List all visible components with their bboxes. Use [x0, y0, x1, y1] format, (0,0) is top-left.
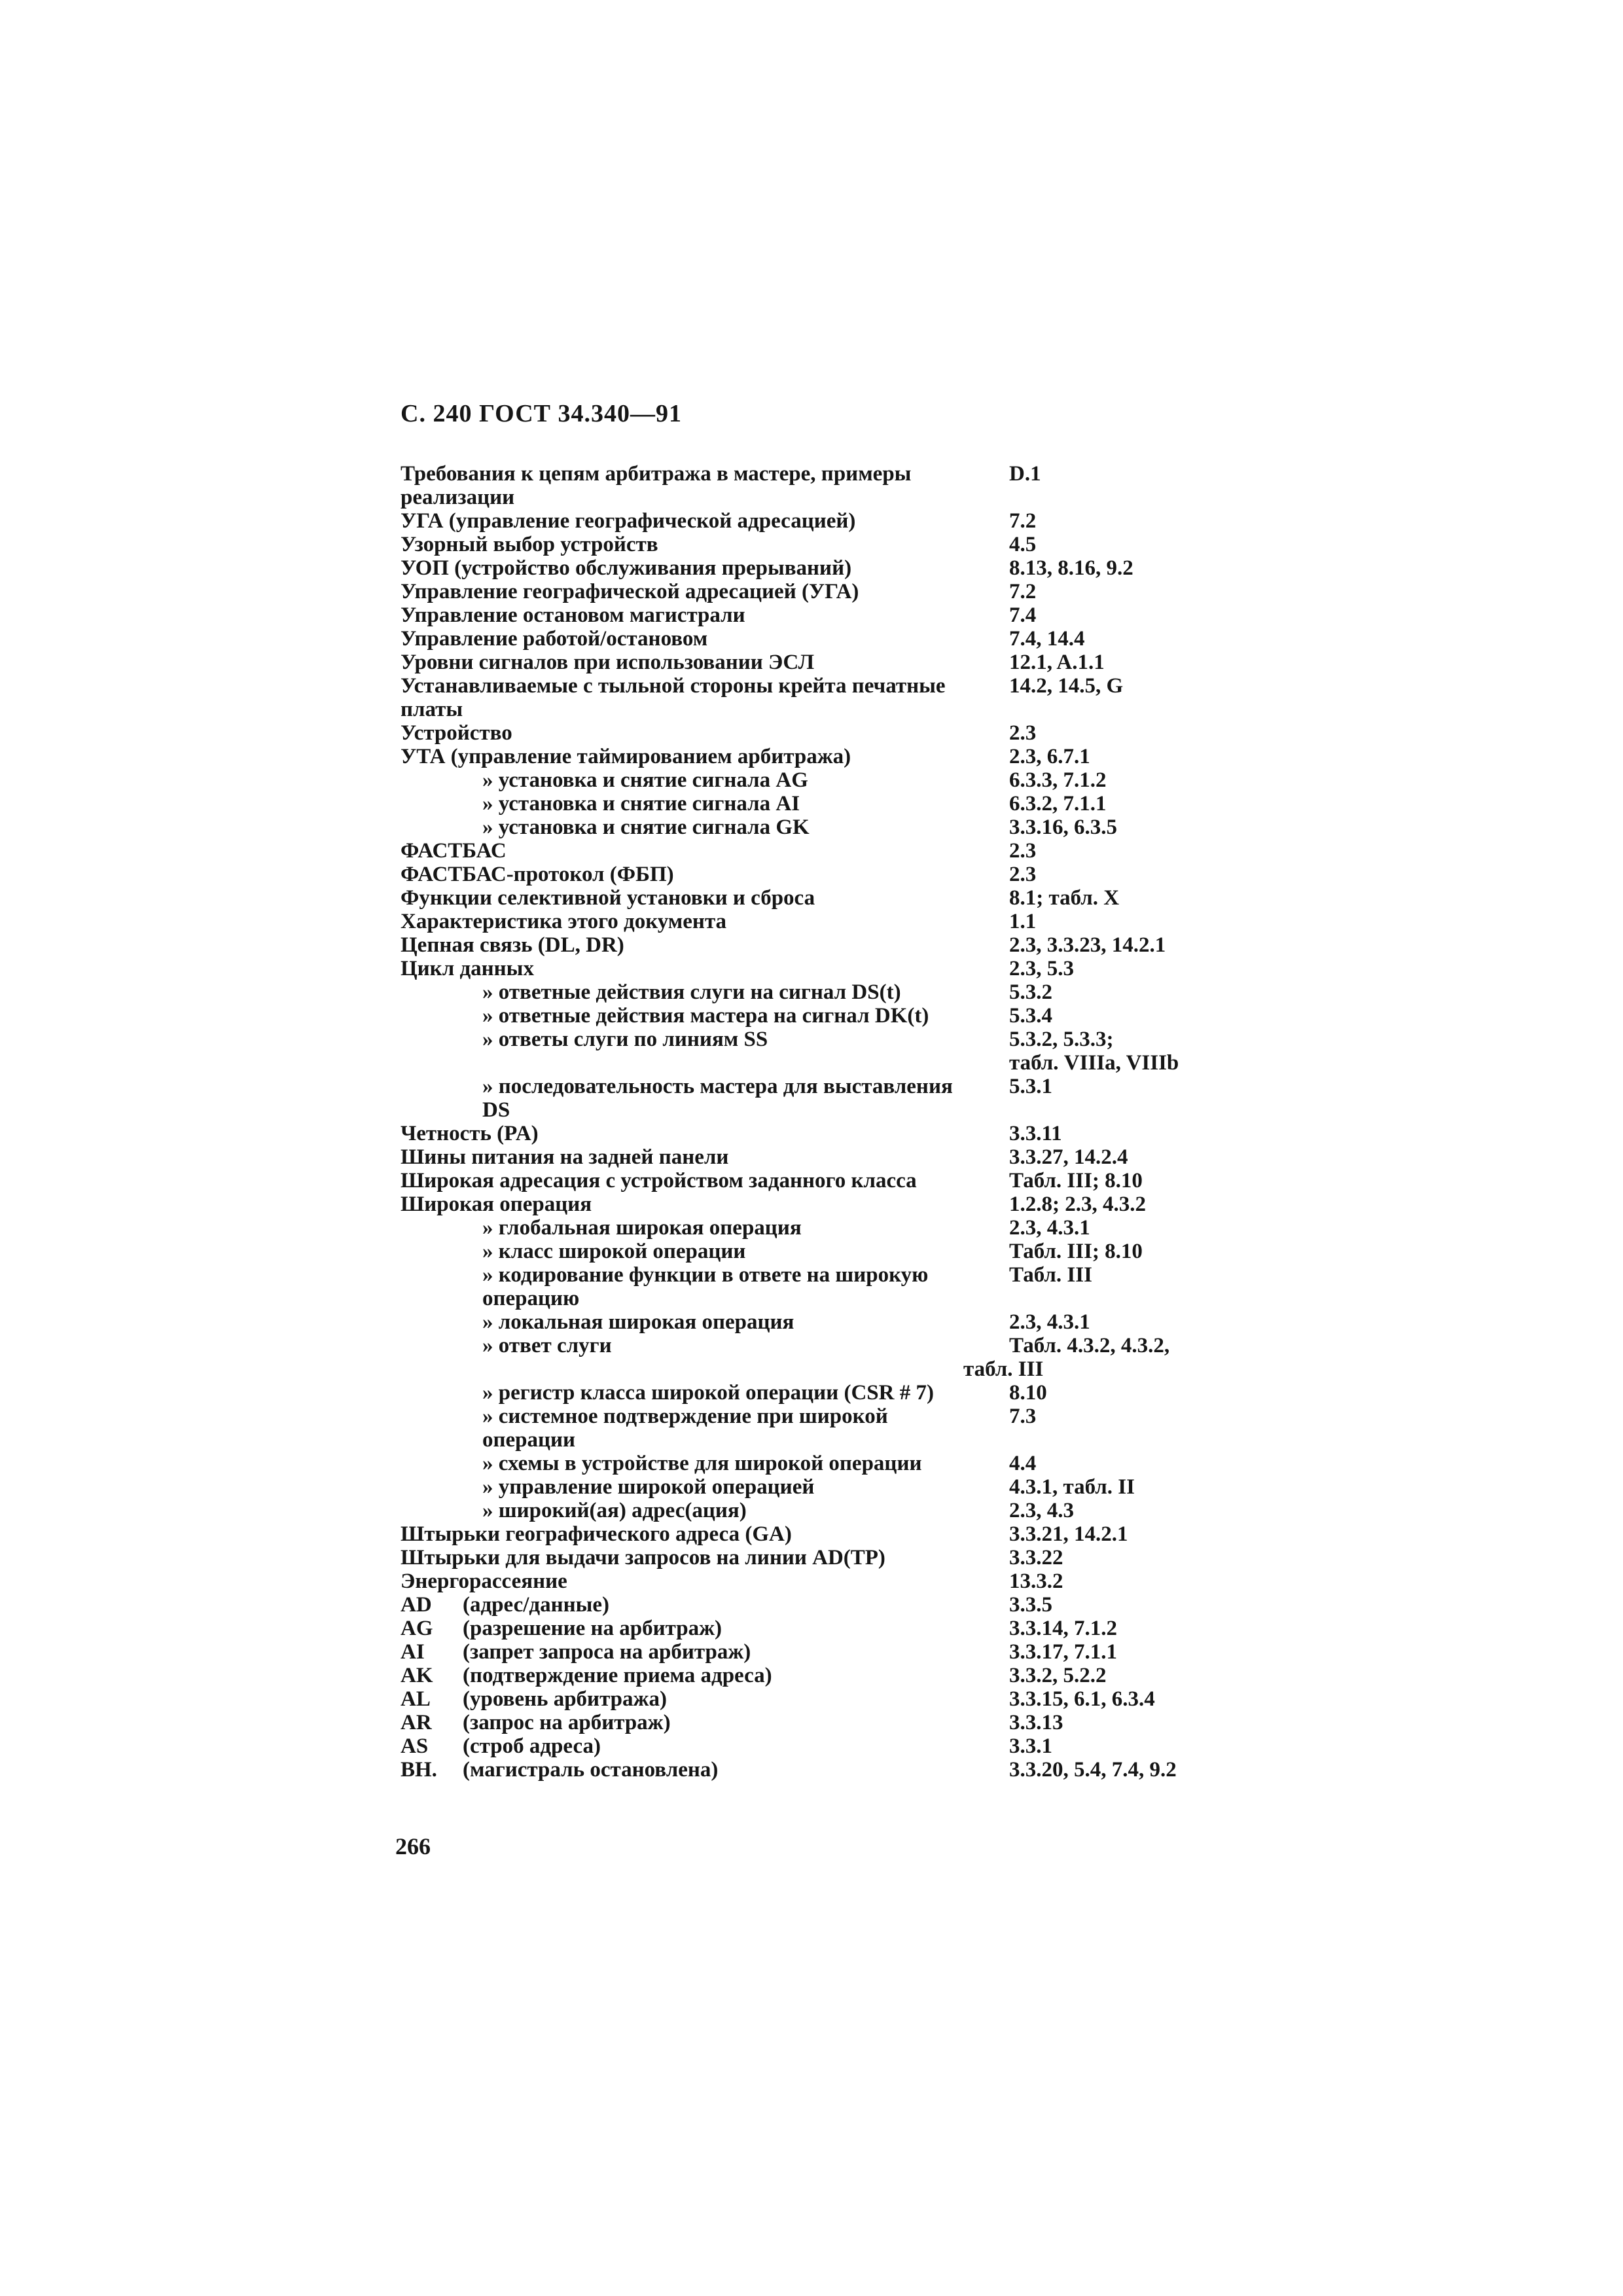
entry-ref: 3.3.1: [1009, 1734, 1052, 1758]
index-subentry: [401, 1028, 1271, 1051]
entry-term: » ответные действия слуги на сигнал DS(t): [401, 980, 1009, 1004]
entry-term: » класс широкой операции: [401, 1240, 1009, 1263]
index-subentry: [401, 1240, 1271, 1263]
index-ref-continuation: [401, 1357, 1271, 1381]
entry-ref: 5.3.4: [1009, 1004, 1052, 1028]
index-abbreviation: [401, 1711, 1271, 1734]
entry-term: » локальная широкая операция: [401, 1310, 1009, 1334]
entry-ref: 2.3, 3.3.23, 14.2.1: [1009, 933, 1166, 957]
index-entry: [401, 603, 1271, 627]
index-subentry: [401, 1216, 1271, 1240]
index-subentry: [401, 1452, 1271, 1475]
entry-ref: Табл. III; 8.10: [1009, 1240, 1143, 1263]
entry-ref: 3.3.27, 14.2.4: [1009, 1145, 1128, 1169]
entry-ref: 2.3: [1009, 839, 1037, 863]
entry-term: УОП (устройство обслуживания прерываний): [401, 556, 852, 580]
index-entry: [401, 886, 1271, 910]
entry-ref: 3.3.13: [1009, 1711, 1063, 1734]
entry-term: » глобальная широкая операция: [401, 1216, 1009, 1240]
entry-term: (адрес/данные): [463, 1593, 610, 1617]
entry-ref: 2.3, 6.7.1: [1009, 745, 1090, 768]
entry-term: Энергорассеяние: [401, 1570, 567, 1593]
entry-term: » кодирование функции в ответе на широкую операцию: [401, 1263, 1009, 1310]
entry-term: ФАСТБАС: [401, 839, 507, 863]
entry-term: Управление работой/остановом: [401, 627, 708, 651]
entry-term: » регистр класса широкой операции (CSR # 7): [401, 1381, 1009, 1405]
entry-term: Характеристика этого документа: [401, 910, 727, 933]
index-subentry: [401, 1475, 1271, 1499]
index-entry: [401, 1169, 1271, 1193]
entry-term: Управление остановом магистрали: [401, 603, 745, 627]
entry-ref: 4.4: [1009, 1452, 1037, 1475]
index-entry: [401, 1193, 1271, 1216]
index-subentry: [401, 768, 1271, 792]
index-subentry: [401, 1075, 1271, 1122]
entry-term: » установка и снятие сигнала GK: [401, 816, 1009, 839]
entry-ref: 7.2: [1009, 509, 1037, 533]
index-subentry: [401, 1004, 1271, 1028]
entry-term: (запрет запроса на арбитраж): [463, 1640, 751, 1664]
index-entry: [401, 533, 1271, 556]
entry-ref: 7.4: [1009, 603, 1037, 627]
entry-ref: 5.3.2, 5.3.3;: [1009, 1028, 1114, 1051]
abbreviation: AK: [401, 1664, 433, 1687]
index-entry: [401, 556, 1271, 580]
entry-ref: 13.3.2: [1009, 1570, 1063, 1593]
entry-ref: 3.3.22: [1009, 1546, 1063, 1570]
entry-term: (запрос на арбитраж): [463, 1711, 671, 1734]
entry-ref: 3.3.20, 5.4, 7.4, 9.2: [1009, 1758, 1177, 1782]
entry-ref: 3.3.17, 7.1.1: [1009, 1640, 1117, 1664]
entry-term: » последовательность мастера для выставления DS: [401, 1075, 1009, 1122]
entry-ref: 8.1; табл. X: [1009, 886, 1120, 910]
index-subentry: [401, 1381, 1271, 1405]
entry-ref: 12.1, A.1.1: [1009, 651, 1105, 674]
abbreviation: BH.: [401, 1758, 437, 1782]
entry-ref: 6.3.2, 7.1.1: [1009, 792, 1107, 816]
entry-ref: 8.13, 8.16, 9.2: [1009, 556, 1133, 580]
entry-ref: Табл. 4.3.2, 4.3.2,: [1009, 1334, 1170, 1357]
entry-ref: 4.3.1, табл. II: [1009, 1475, 1135, 1499]
abbreviation: AS: [401, 1734, 429, 1758]
entry-term: Уровни сигналов при использовании ЭСЛ: [401, 651, 815, 674]
entry-ref: 3.3.16, 6.3.5: [1009, 816, 1117, 839]
index-entry: [401, 651, 1271, 674]
entry-ref: 8.10: [1009, 1381, 1047, 1405]
entry-ref: 2.3: [1009, 721, 1037, 745]
index-subentry: [401, 1405, 1271, 1452]
abbreviation: AD: [401, 1593, 432, 1617]
entry-term: » ответы слуги по линиям SS: [401, 1028, 1009, 1051]
entry-ref: 4.5: [1009, 533, 1037, 556]
entry-ref: 2.3, 5.3: [1009, 957, 1074, 980]
entry-term: Широкая операция: [401, 1193, 592, 1216]
index-abbreviation: [401, 1593, 1271, 1617]
entry-term: (строб адреса): [463, 1734, 601, 1758]
index-subentry: [401, 1263, 1271, 1310]
index-entry: [401, 1145, 1271, 1169]
index-entry: [401, 839, 1271, 863]
entry-ref: 3.3.2, 5.2.2: [1009, 1664, 1107, 1687]
entry-term: Шины питания на задней панели: [401, 1145, 729, 1169]
entry-term: Штырьки географического адреса (GA): [401, 1522, 792, 1546]
entry-term: (подтверждение приема адреса): [463, 1664, 772, 1687]
entry-ref: 3.3.5: [1009, 1593, 1052, 1617]
entry-term: » ответные действия мастера на сигнал DK(t): [401, 1004, 1009, 1028]
entry-ref: 1.1: [1009, 910, 1037, 933]
entry-ref: 2.3, 4.3.1: [1009, 1310, 1090, 1334]
index-abbreviation: [401, 1687, 1271, 1711]
index-entry: [401, 933, 1271, 957]
index-abbreviation: [401, 1664, 1271, 1687]
index-entry: [401, 1546, 1271, 1570]
entry-ref: табл. III: [963, 1357, 1044, 1381]
index-abbreviation: [401, 1617, 1271, 1640]
page-header: С. 240 ГОСТ 34.340—91: [401, 400, 682, 427]
entry-term: » широкий(ая) адрес(ация): [401, 1499, 1009, 1522]
entry-ref: 3.3.15, 6.1, 6.3.4: [1009, 1687, 1155, 1711]
entry-ref: 6.3.3, 7.1.2: [1009, 768, 1107, 792]
index-entry: [401, 580, 1271, 603]
entry-ref: 14.2, 14.5, G: [1009, 674, 1124, 698]
index-subentry: [401, 980, 1271, 1004]
index-entry: [401, 674, 1271, 721]
entry-term: Управление географической адресацией (УГА): [401, 580, 859, 603]
index-entry: [401, 957, 1271, 980]
entry-term: Цикл данных: [401, 957, 534, 980]
entry-term: Широкая адресация с устройством заданного класса: [401, 1169, 917, 1193]
entry-ref: 2.3, 4.3: [1009, 1499, 1074, 1522]
index-entry: [401, 1570, 1271, 1593]
entry-term: » ответ слуги: [401, 1334, 1009, 1357]
entry-term: Устройство: [401, 721, 512, 745]
abbreviation: AL: [401, 1687, 431, 1711]
entry-ref: Табл. III; 8.10: [1009, 1169, 1143, 1193]
entry-term: Функции селективной установки и сброса: [401, 886, 815, 910]
entry-term: Устанавливаемые с тыльной стороны крейта печатные платы: [401, 674, 946, 721]
entry-term: (разрешение на арбитраж): [463, 1617, 722, 1640]
entry-term: ФАСТБАС-протокол (ФБП): [401, 863, 674, 886]
entry-term: » установка и снятие сигнала AI: [401, 792, 1009, 816]
index-subentry: [401, 1334, 1271, 1357]
index-entry: [401, 863, 1271, 886]
entry-term: » установка и снятие сигнала AG: [401, 768, 1009, 792]
index-abbreviation: [401, 1758, 1271, 1782]
entry-ref: 7.2: [1009, 580, 1037, 603]
entry-ref: 2.3: [1009, 863, 1037, 886]
entry-term: » управление широкой операцией: [401, 1475, 1009, 1499]
index-subentry: [401, 1310, 1271, 1334]
entry-term: Узорный выбор устройств: [401, 533, 658, 556]
index-entry: [401, 509, 1271, 533]
entry-ref: Табл. III: [1009, 1263, 1092, 1287]
index-entry: [401, 745, 1271, 768]
index-entry: [401, 721, 1271, 745]
entry-term: Требования к цепям арбитража в мастере, примеры реализации: [401, 462, 912, 509]
index-entry: [401, 627, 1271, 651]
index-abbreviation: [401, 1640, 1271, 1664]
abbreviation: AG: [401, 1617, 433, 1640]
entry-term: УТА (управление таймированием арбитража): [401, 745, 851, 768]
index-abbreviation: [401, 1734, 1271, 1758]
entry-ref: 5.3.2: [1009, 980, 1052, 1004]
index-entry: [401, 1122, 1271, 1145]
entry-ref: D.1: [1009, 462, 1041, 486]
index-subentry: [401, 1499, 1271, 1522]
entry-term: » схемы в устройстве для широкой операции: [401, 1452, 1009, 1475]
entry-ref: 7.4, 14.4: [1009, 627, 1085, 651]
entry-term: Штырьки для выдачи запросов на линии AD(TP): [401, 1546, 885, 1570]
entry-ref: 5.3.1: [1009, 1075, 1052, 1098]
index-entry: [401, 910, 1271, 933]
page-number: 266: [395, 1833, 431, 1859]
entry-term: Цепная связь (DL, DR): [401, 933, 624, 957]
index-list: [401, 462, 1271, 1782]
abbreviation: AI: [401, 1640, 425, 1664]
entry-ref: 2.3, 4.3.1: [1009, 1216, 1090, 1240]
entry-ref: 3.3.14, 7.1.2: [1009, 1617, 1117, 1640]
entry-term: » системное подтверждение при широкой операции: [401, 1405, 1009, 1452]
index-subentry: [401, 792, 1271, 816]
entry-term: Четность (PA): [401, 1122, 539, 1145]
entry-term: (уровень арбитража): [463, 1687, 667, 1711]
index-entry: [401, 462, 1271, 509]
index-entry: [401, 1522, 1271, 1546]
index-subentry: [401, 816, 1271, 839]
entry-term: (магистраль остановлена): [463, 1758, 719, 1782]
abbreviation: AR: [401, 1711, 432, 1734]
entry-ref: 3.3.21, 14.2.1: [1009, 1522, 1128, 1546]
entry-ref: 7.3: [1009, 1405, 1037, 1428]
entry-term: УГА (управление географической адресацией): [401, 509, 856, 533]
index-ref-continuation: [401, 1051, 1271, 1075]
entry-ref: табл. VIIIa, VIIIb: [1009, 1051, 1179, 1075]
entry-ref: 1.2.8; 2.3, 4.3.2: [1009, 1193, 1146, 1216]
entry-ref: 3.3.11: [1009, 1122, 1062, 1145]
